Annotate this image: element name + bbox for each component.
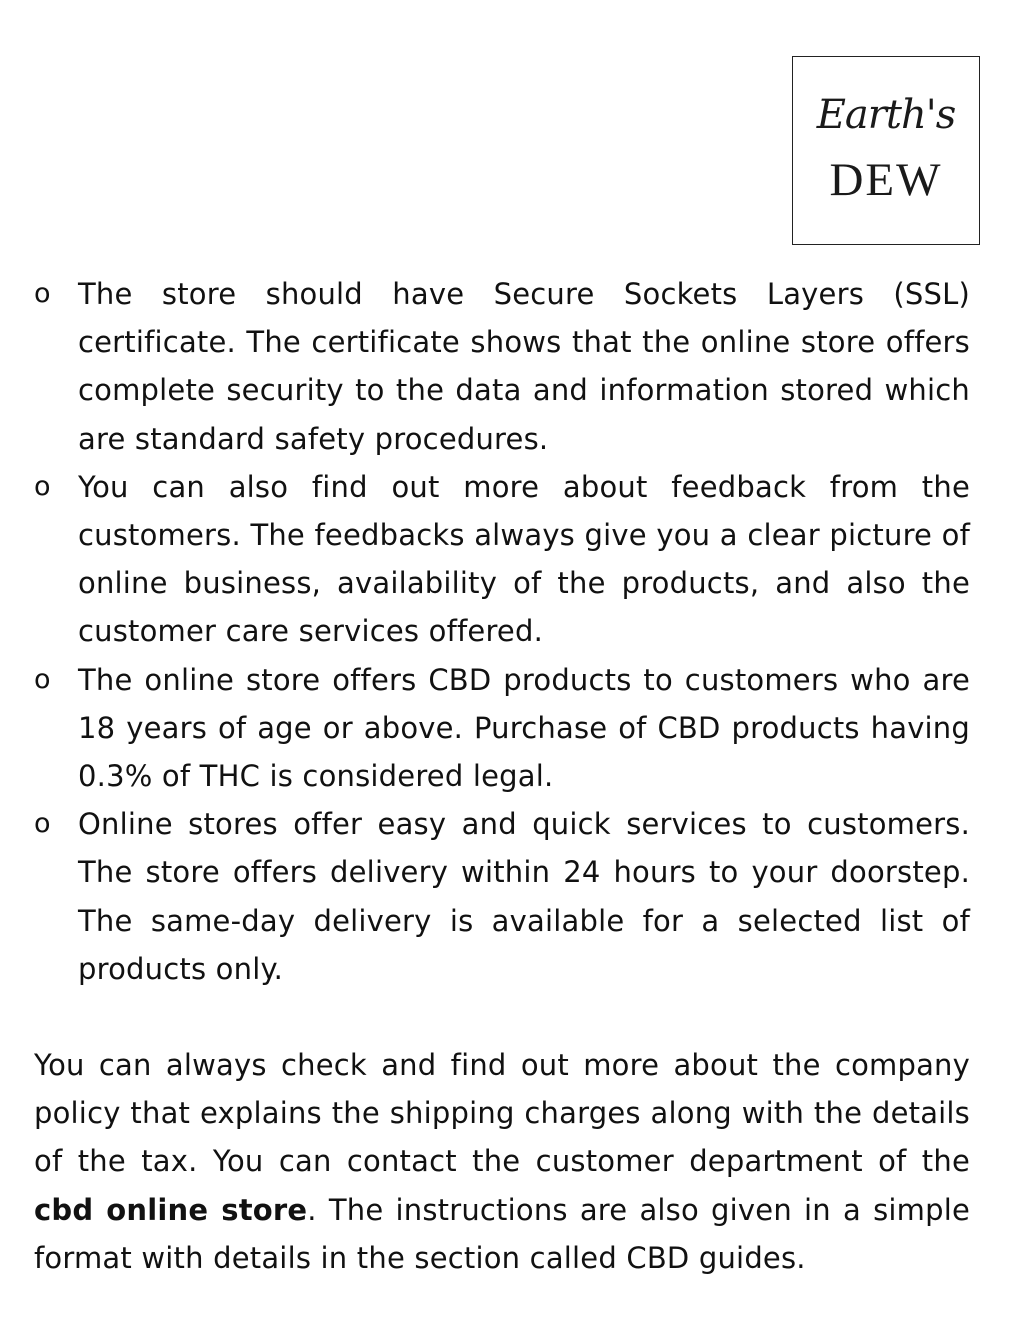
bullet-text: Online stores offer easy and quick services to customers. The store offers delivery within 24 hours to your doorstep. The same-day delivery is available for a selected list of products only. — [78, 807, 970, 986]
closing-text-before: You can always check and find out more about the company policy that explains the shipping charges along with the details of the tax. You can contact the customer department of the — [34, 1048, 970, 1179]
list-item — [34, 270, 970, 463]
closing-paragraph — [34, 1041, 970, 1282]
bullet-circle-icon: o — [34, 663, 51, 695]
bullet-circle-icon: o — [34, 808, 51, 840]
list-item — [34, 463, 970, 656]
bullet-list — [34, 270, 970, 993]
logo-script-text: Earth's — [816, 92, 956, 138]
logo-caps-text: DEW — [829, 154, 943, 206]
bullet-text: The store should have Secure Sockets Layers (SSL) certificate. The certificate shows that the online store offers complete security to the data and information stored which are standard safety procedures. — [78, 277, 970, 456]
bullet-text: You can also find out more about feedback from the customers. The feedbacks always give you a clear picture of online business, availability of the products, and also the customer care services offered. — [78, 469, 970, 649]
bullet-circle-icon: o — [34, 278, 51, 309]
cbd-online-store-link[interactable]: cbd online store — [34, 1192, 308, 1227]
list-item — [34, 800, 970, 993]
list-item — [34, 656, 970, 801]
closing-text-after: . The instructions are also given in a simple format with details in the section called CBD guides. — [34, 1192, 970, 1275]
brand-logo — [792, 56, 980, 245]
bullet-text: The online store offers CBD products to customers who are 18 years of age or above. Purchase of CBD products having 0.3% of THC is considered legal. — [78, 662, 970, 794]
bullet-circle-icon: o — [34, 470, 51, 502]
